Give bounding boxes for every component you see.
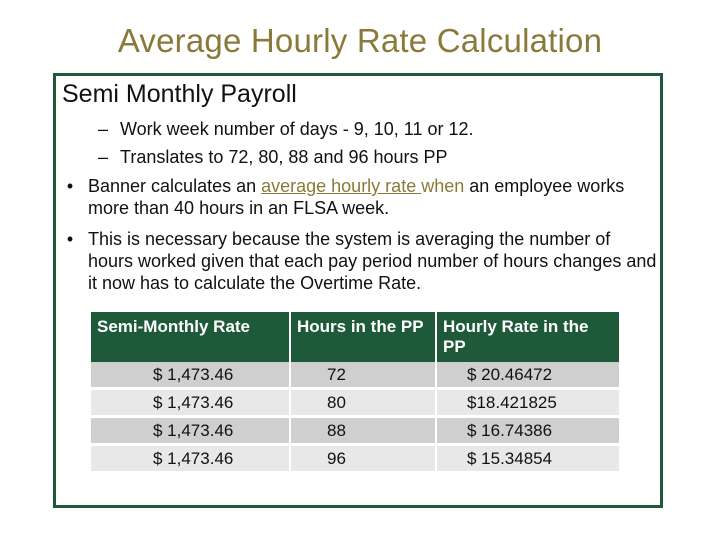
bullet-marker: •	[66, 229, 74, 249]
point-1-after: an employee works more than 40 hours in an FLSA week.	[88, 176, 625, 218]
cell-hours: 96	[291, 446, 437, 474]
cell-hourly: $ 20.46472	[437, 362, 619, 390]
sub-point-text: Translates to 72, 80, 88 and 96 hours PP	[120, 147, 448, 167]
cell-hours: 72	[291, 362, 437, 390]
average-hourly-rate-link: average hourly rate	[261, 176, 422, 196]
point-1-text	[88, 175, 658, 219]
header-semi-monthly-rate: Semi-Monthly Rate	[91, 312, 291, 362]
rates-table	[91, 312, 619, 474]
cell-rate: $ 1,473.46	[91, 446, 291, 474]
point-1-when: when	[421, 176, 465, 196]
point-2-text: This is necessary because the system is averaging the number of hours worked given that each pay period number of hours changes and it now has to calculate the Overtime Rate.	[88, 229, 657, 293]
header-hourly-rate-in-pp: Hourly Rate in the PP	[437, 312, 619, 362]
header-hours-in-pp: Hours in the PP	[291, 312, 437, 362]
cell-rate: $ 1,473.46	[91, 390, 291, 418]
table-row	[91, 390, 619, 418]
cell-hourly: $ 15.34854	[437, 446, 619, 474]
cell-rate: $ 1,473.46	[91, 418, 291, 446]
point-1-before: Banner calculates an	[88, 176, 262, 196]
table-header-row	[91, 312, 619, 362]
table-row	[91, 362, 619, 390]
dash-marker: –	[98, 147, 109, 167]
bullet-marker: •	[66, 176, 74, 196]
table-row	[91, 418, 619, 446]
sub-point-text: Work week number of days - 9, 10, 11 or 12.	[120, 119, 474, 139]
cell-rate: $ 1,473.46	[91, 362, 291, 390]
slide-title: Average Hourly Rate Calculation	[117, 22, 603, 59]
cell-hourly: $ 16.74386	[437, 418, 619, 446]
cell-hours: 88	[291, 418, 437, 446]
table-row	[91, 446, 619, 474]
cell-hourly: $18.421825	[437, 390, 619, 418]
subtitle: Semi Monthly Payroll	[62, 80, 297, 108]
cell-hours: 80	[291, 390, 437, 418]
dash-marker: –	[98, 119, 109, 139]
